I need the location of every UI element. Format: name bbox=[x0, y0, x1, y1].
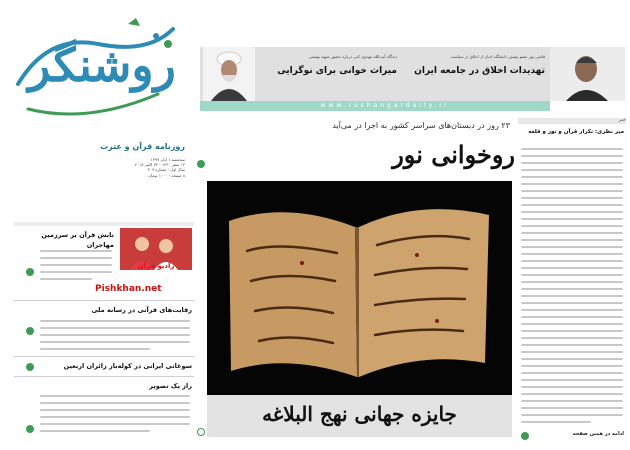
left-divider bbox=[14, 356, 194, 357]
main-kicker: ۲۳ روز در دبستان‌های سراسر کشور به اجرا در می‌آید bbox=[332, 121, 510, 130]
text-line bbox=[521, 239, 623, 241]
text-line bbox=[521, 260, 623, 262]
issue-hijri-date: ۱۳ صفر ۱۴۴۰ - ۲۳ اکتبر ۲۰۱۸ bbox=[134, 162, 185, 168]
right-column-title[interactable]: میر نظری: تکرار قرآن و نور و قلعه bbox=[528, 129, 624, 135]
text-line bbox=[40, 409, 190, 411]
masthead-tagline: روزنامه قرآن و عترت bbox=[100, 142, 185, 151]
left-divider bbox=[14, 376, 194, 377]
text-line bbox=[521, 330, 623, 332]
text-line bbox=[521, 302, 623, 304]
text-line bbox=[40, 264, 112, 266]
left-column-band bbox=[14, 222, 194, 226]
left-story-title-4[interactable]: راز یک تصویر bbox=[149, 382, 192, 390]
text-line bbox=[521, 386, 623, 388]
text-line bbox=[40, 348, 150, 350]
right-column-label-band bbox=[518, 118, 626, 124]
main-photo bbox=[207, 181, 512, 395]
text-line bbox=[521, 232, 623, 234]
logo-text: روشنگر bbox=[28, 38, 176, 92]
teaser-kicker-2: دیدگاه آیت‌الله مهدوی کنی درباره حضور شهید بهشتی bbox=[308, 54, 397, 59]
text-line bbox=[521, 316, 623, 318]
watermark: Pishkhan.net bbox=[95, 284, 162, 294]
portrait-cleric-icon bbox=[203, 47, 255, 101]
text-line bbox=[521, 323, 623, 325]
website-url: www.roshangardaily.ir bbox=[320, 102, 450, 109]
text-line bbox=[521, 162, 623, 164]
text-line bbox=[521, 281, 623, 283]
text-line bbox=[521, 267, 623, 269]
text-line bbox=[521, 344, 623, 346]
main-headline[interactable]: روخوانی نور bbox=[392, 140, 515, 169]
issue-price: ۸ صفحه - ۱۰۰۰ تومان bbox=[148, 172, 185, 178]
quran-manuscript-icon bbox=[207, 181, 512, 395]
text-line bbox=[40, 257, 112, 259]
text-line bbox=[40, 278, 92, 280]
marker-dot bbox=[26, 327, 34, 335]
right-column-footer[interactable]: ادامه در همین صفحه bbox=[572, 431, 624, 437]
text-line bbox=[521, 372, 623, 374]
text-line bbox=[521, 288, 623, 290]
text-line bbox=[40, 250, 112, 252]
text-line bbox=[521, 337, 623, 339]
text-line bbox=[521, 218, 623, 220]
teaser-portrait-2 bbox=[203, 47, 255, 101]
text-line bbox=[40, 423, 190, 425]
text-line bbox=[521, 295, 623, 297]
left-story-title-3[interactable]: سوغاتی ایرانی در کوله‌بار زائران اربعین bbox=[63, 362, 192, 370]
text-line bbox=[521, 253, 623, 255]
text-line bbox=[521, 176, 623, 178]
text-line bbox=[521, 183, 623, 185]
portrait-man-icon bbox=[550, 47, 625, 101]
issue-number: سال اول - شماره ۳۰۹ bbox=[147, 167, 185, 173]
text-line bbox=[40, 395, 190, 397]
text-line bbox=[40, 402, 190, 404]
text-line bbox=[40, 334, 190, 336]
left-story-title-1[interactable]: تابش قرآن بر سرزمین مهاجران bbox=[41, 231, 114, 249]
marker-dot bbox=[521, 432, 529, 440]
text-line bbox=[40, 271, 112, 273]
teaser-portrait-1 bbox=[550, 47, 625, 101]
marker-dot bbox=[197, 428, 205, 436]
marker-dot bbox=[26, 425, 34, 433]
text-line bbox=[521, 211, 623, 213]
text-line bbox=[521, 204, 623, 206]
text-line bbox=[521, 225, 623, 227]
teaser-title-1[interactable]: تهدیدات اخلاق در جامعه ایران bbox=[414, 66, 545, 76]
text-line bbox=[521, 148, 623, 150]
text-line bbox=[521, 400, 623, 402]
text-line bbox=[521, 379, 623, 381]
text-line bbox=[521, 197, 623, 199]
text-line bbox=[521, 393, 623, 395]
text-line bbox=[521, 407, 623, 409]
teaser-title-2[interactable]: میراث خوانی برای نوگرایی bbox=[277, 66, 397, 76]
text-line bbox=[40, 327, 190, 329]
photo-caption: رادیو قرآن bbox=[137, 262, 175, 270]
teaser-kicker-1: قاضی پور عضو پیشین دانشگاه ادیان از اخلاق در سیاست bbox=[450, 54, 545, 59]
text-line bbox=[521, 414, 623, 416]
text-line bbox=[40, 416, 190, 418]
text-line bbox=[40, 320, 190, 322]
marker-dot bbox=[197, 160, 205, 168]
text-line bbox=[40, 430, 150, 432]
text-line bbox=[521, 169, 623, 171]
left-story-title-2[interactable]: رقابت‌های قرآنی در رسانه ملی bbox=[91, 306, 192, 314]
bottom-headline[interactable]: جایزه جهانی نهج البلاغه bbox=[262, 402, 457, 426]
text-line bbox=[521, 358, 623, 360]
marker-dot bbox=[26, 268, 34, 276]
issue-info bbox=[70, 157, 185, 178]
text-line bbox=[521, 246, 623, 248]
text-line bbox=[521, 365, 623, 367]
masthead-logo bbox=[8, 14, 186, 132]
text-line bbox=[521, 421, 591, 423]
text-line bbox=[521, 351, 623, 353]
right-column-label: خبر bbox=[618, 117, 626, 123]
left-divider bbox=[14, 300, 194, 301]
text-line bbox=[521, 274, 623, 276]
issue-date: سه‌شنبه ۱ آبان ۱۳۹۷ bbox=[150, 157, 185, 162]
text-line bbox=[40, 341, 190, 343]
marker-dot bbox=[26, 363, 34, 371]
text-line bbox=[521, 155, 623, 157]
text-line bbox=[521, 190, 623, 192]
text-line bbox=[521, 309, 623, 311]
